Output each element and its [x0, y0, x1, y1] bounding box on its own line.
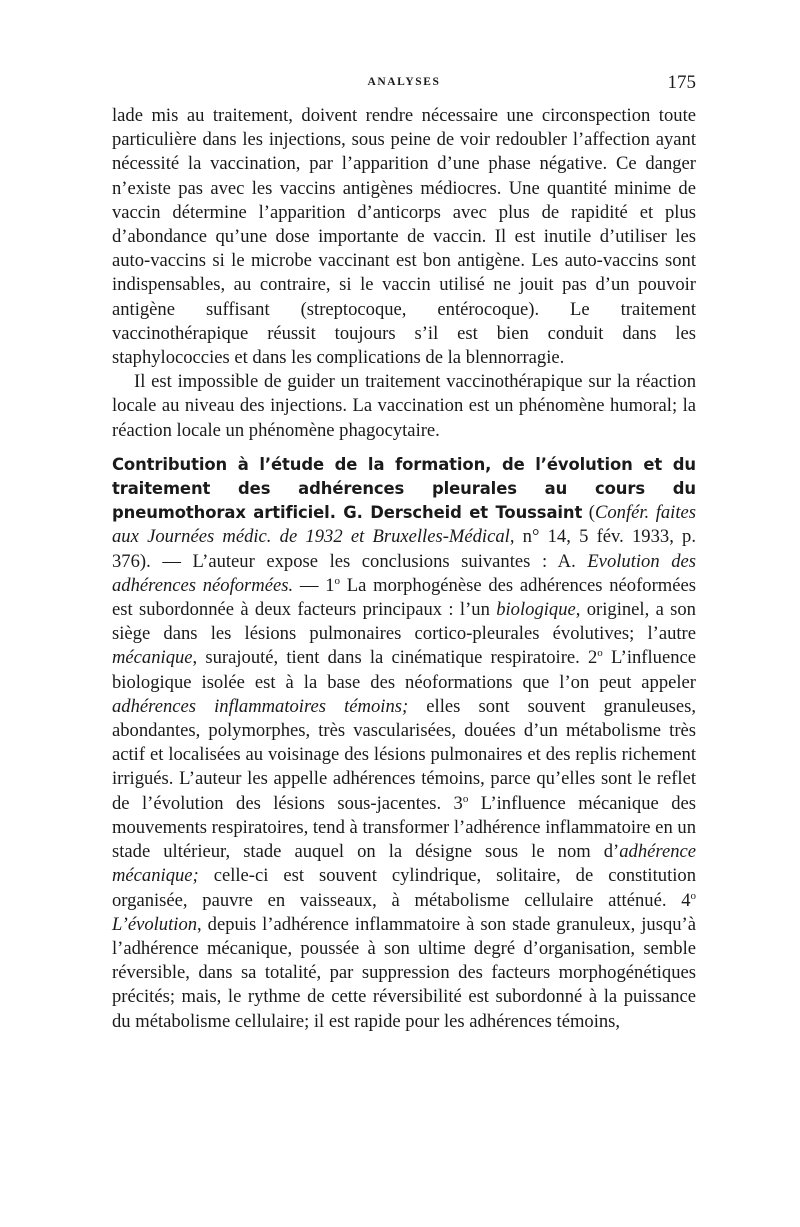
paragraph-continuation: lade mis au traitement, doivent rendre nécessaire une circonspection toute particulière dans les injections, sous peine de voir redoubler l’affection ayant nécessité la vaccination, par l’apparition d’une phase négative. Ce danger n’existe pas avec les vaccins antigènes médiocres. Une quantité minime de vaccin détermine l’apparition d’anticorps avec plus de rapidité et plus d’abondance qu’une dose importante de vaccin. Il est inutile d’utiliser les auto-vaccins si le microbe vaccinant est bon antigène. Les auto-vaccins sont indispensables, au contraire, si le vaccin utilisé ne jouit pas d’un pouvoir antigène suffisant (streptocoque, entérocoque). Le traitement vaccinothérapique réussit toujours s’il est bien conduit dans les staphylococcies et dans les complications de la blennorragie. — [112, 105, 696, 369]
ordinal-mark-3: o — [462, 792, 469, 805]
term-evolution: L’évolution — [112, 913, 198, 935]
page-number: 175 — [667, 72, 696, 93]
term-biologique: biologique — [496, 599, 576, 621]
point-3-text-b: celle-ci est souvent cylindrique, solitaire, de constitution organisée, pauvre en vaisseaux, à métabolisme cellulaire atténué. 4 — [112, 865, 696, 911]
point-1-text-b: , originel, a son siège dans les lésions pulmonaires cortico-pleurales évolutives; l’autre — [112, 599, 696, 645]
ordinal-mark-1: o — [334, 574, 341, 587]
point-4-text: , depuis l’adhérence inflammatoire à son stade granuleux, jusqu’à l’adhérence mécanique, poussée à son ultime degré d’organisation, semble réversible, dans sa totalité, par suppression des facteurs morphogénétiques précités; mais, le rythme de cette réversibilité est subordonné à la puissance du métabolisme cellulaire; il est rapide pour les adhérences témoins, — [112, 913, 696, 1032]
point-1-number: — 1 — [293, 574, 335, 596]
point-1-text-a: La morphogénèse des adhérences néoformées est subordonnée à deux facteurs principaux : l’un — [112, 574, 696, 621]
term-adherences-temoins: adhérences inflammatoires témoins; — [112, 695, 409, 717]
article-heading: Contribution à l’étude de la formation, de l’évolution et du traitement des adhérences pleurales au cours du pneumothorax artificiel. G. Derscheid et Toussaint — [112, 454, 696, 523]
term-adherence-mecanique: adhérence mécanique; — [112, 841, 696, 887]
running-title: ANALYSES — [367, 76, 441, 88]
article-paragraph — [112, 453, 696, 1034]
point-3-text-a: L’influence mécanique des mouvements respiratoires, tend à transformer l’adhérence inflammatoire en un stade ultérieur, stade auquel on la désigne sous le nom d’ — [112, 792, 697, 863]
point-2-text-b: elles sont souvent granuleuses, abondantes, polymorphes, très vascularisées, douées d’un métabolisme très actif et localisées au voisinage des lésions pulmonaires et des replis richement irrigués. L’auteur les appelle adhérences témoins, parce qu’elles sont le reflet de l’évolution des lésions sous-jacentes. 3 — [112, 695, 696, 814]
point-1-text-c: , surajouté, tient dans la cinématique respiratoire. 2 — [192, 647, 598, 669]
paragraph-vaccination: Il est impossible de guider un traitement vaccinothérapique sur la réaction locale au niveau des injections. La vaccination est un phénomène humoral; la réaction locale un phénomène phagocytaire. — [112, 371, 696, 441]
article-ref-open: ( — [582, 502, 595, 524]
article-intro: — L’auteur expose les conclusions suivantes : A. — [150, 550, 588, 572]
section-a-title: Evolution des adhérences néoformées. — [112, 550, 696, 596]
ordinal-mark-2: o — [597, 647, 603, 660]
document-page — [112, 72, 697, 1034]
article-reference-details: , n° 14, 5 fév. 1933, p. 376). — [112, 526, 697, 572]
section-gap — [112, 443, 696, 453]
term-mecanique: mécanique — [112, 647, 193, 669]
point-2-text-a: L’influence biologique isolée est à la base des néoformations que l’on peut appeler — [112, 647, 696, 693]
article-reference-italic: Confér. faites aux Journées médic. de 1932 et Bruxelles-Médical — [112, 502, 696, 548]
ordinal-mark-4: o — [690, 889, 696, 902]
body-text — [112, 104, 696, 1034]
running-head — [112, 72, 696, 104]
